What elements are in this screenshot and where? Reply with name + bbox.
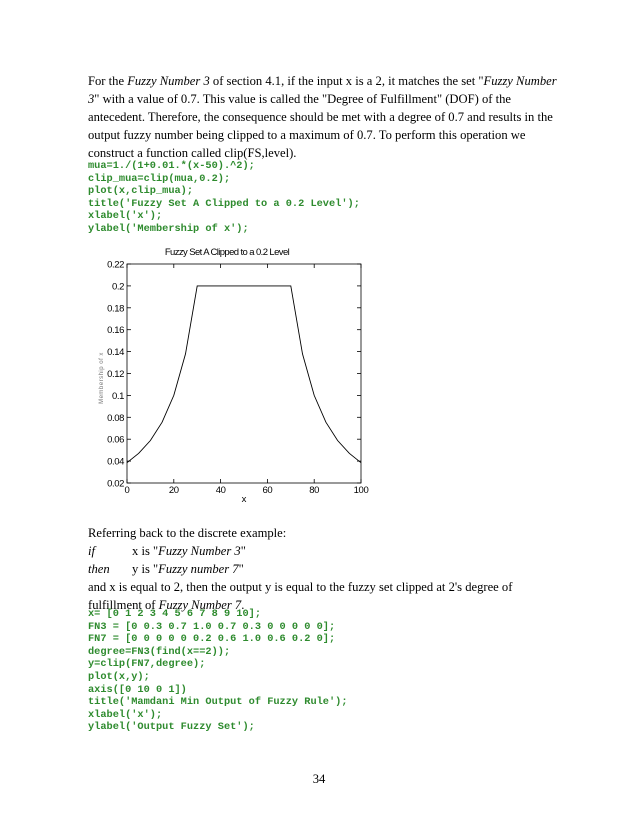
if-keyword: if — [88, 544, 95, 558]
code-line: x= [0 1 2 3 4 5 6 7 8 9 10]; — [88, 608, 262, 620]
text-run: y is " — [132, 562, 159, 576]
y-tick-label: 0.1 — [111, 390, 124, 402]
text-run: " with a value of 0.7. This value is called the "Degree of Fulfillment" (DOF) of the antecedent. Therefore, the consequence should be met with a degree of 0.7 and results in the output fuzzy number being clipped to a maximum of 0.7. To perform this operation we construct a function called clip(FS,level). — [88, 92, 553, 160]
italic-term: Fuzzy Number 7 — [158, 598, 242, 612]
code-line: ylabel('Output Fuzzy Set'); — [88, 721, 255, 734]
y-tick-label: 0.2 — [111, 281, 124, 293]
clipped-fuzzy-set-chart — [78, 243, 378, 509]
x-tick-label: 100 — [353, 485, 369, 496]
code-line: degree=FN3(find(x==2)); — [88, 645, 231, 658]
x-tick-label: 0 — [124, 485, 130, 496]
code-line: ylabel('Membership of x'); — [88, 222, 249, 235]
series-line-clip_mua — [127, 286, 361, 463]
text-run: " — [238, 562, 244, 576]
y-tick-label: 0.12 — [107, 369, 124, 380]
italic-term: Fuzzy Number 3 — [88, 74, 557, 106]
x-tick-label: 20 — [168, 485, 179, 496]
y-tick-label: 0.22 — [107, 259, 124, 271]
x-tick-label: 40 — [215, 485, 226, 496]
text-run: " — [240, 544, 246, 558]
y-axis-label: Membership of x — [99, 352, 105, 404]
code-line: axis([0 10 0 1]) — [88, 683, 187, 696]
x-tick-label: 80 — [309, 485, 320, 496]
plot-frame — [127, 264, 361, 483]
text-run: and x is equal to 2, then the output y is equal to the fuzzy set clipped at 2's degree of fulfillment of — [88, 580, 513, 612]
code-line: plot(x,clip_mua); — [88, 185, 194, 198]
discrete-example-paragraph — [88, 524, 558, 614]
italic-term: Fuzzy Number 3 — [158, 544, 241, 558]
then-keyword: then — [88, 562, 110, 576]
y-tick-label: 0.08 — [107, 412, 124, 424]
code-block-clip — [88, 160, 568, 236]
y-tick-label: 0.02 — [107, 478, 124, 490]
chart-title: Fuzzy Set A Clipped to a 0.2 Level — [164, 247, 290, 258]
y-tick-label: 0.16 — [107, 325, 124, 337]
x-tick-label: 60 — [262, 485, 273, 496]
code-line: FN3 = [0 0.3 0.7 1.0 0.7 0.3 0 0 0 0 0]; — [88, 620, 336, 633]
code-line: plot(x,y); — [88, 670, 150, 683]
y-tick-label: 0.06 — [107, 434, 124, 446]
rule-if-line — [88, 542, 558, 560]
y-tick-label: 0.14 — [107, 347, 124, 359]
text-run: . — [241, 598, 245, 612]
plot-area — [99, 260, 368, 497]
code-line: title('Fuzzy Set A Clipped to a 0.2 Level'); — [88, 197, 360, 210]
code-line: FN7 = [0 0 0 0 0 0.2 0.6 1.0 0.6 0.2 0]; — [88, 633, 336, 646]
rule-then-line — [88, 560, 558, 578]
x-axis-label: x — [241, 494, 247, 505]
y-tick-label: 0.04 — [107, 456, 124, 468]
code-line: title('Mamdani Min Output of Fuzzy Rule'); — [88, 696, 348, 709]
y-tick-label: 0.18 — [107, 303, 124, 315]
intro-paragraph — [88, 72, 558, 162]
italic-term: Fuzzy number 7 — [158, 562, 239, 576]
code-line: clip_mua=clip(mua,0.2); — [88, 172, 231, 185]
text-run: x is " — [132, 544, 159, 558]
text-run: For the — [88, 74, 128, 88]
code-line: mua=1./(1+0.01.*(x-50).^2); — [88, 160, 255, 172]
code-line: xlabel('x'); — [88, 708, 163, 721]
example-intro: Referring back to the discrete example: — [88, 526, 287, 540]
code-line: y=clip(FN7,degree); — [88, 658, 206, 671]
code-line: xlabel('x'); — [88, 210, 163, 223]
text-run: of section 4.1, if the input x is a 2, it matches the set " — [209, 74, 484, 88]
code-block-mamdani — [88, 608, 568, 734]
page-number: 34 — [312, 772, 326, 786]
italic-term: Fuzzy Number 3 — [127, 74, 210, 88]
